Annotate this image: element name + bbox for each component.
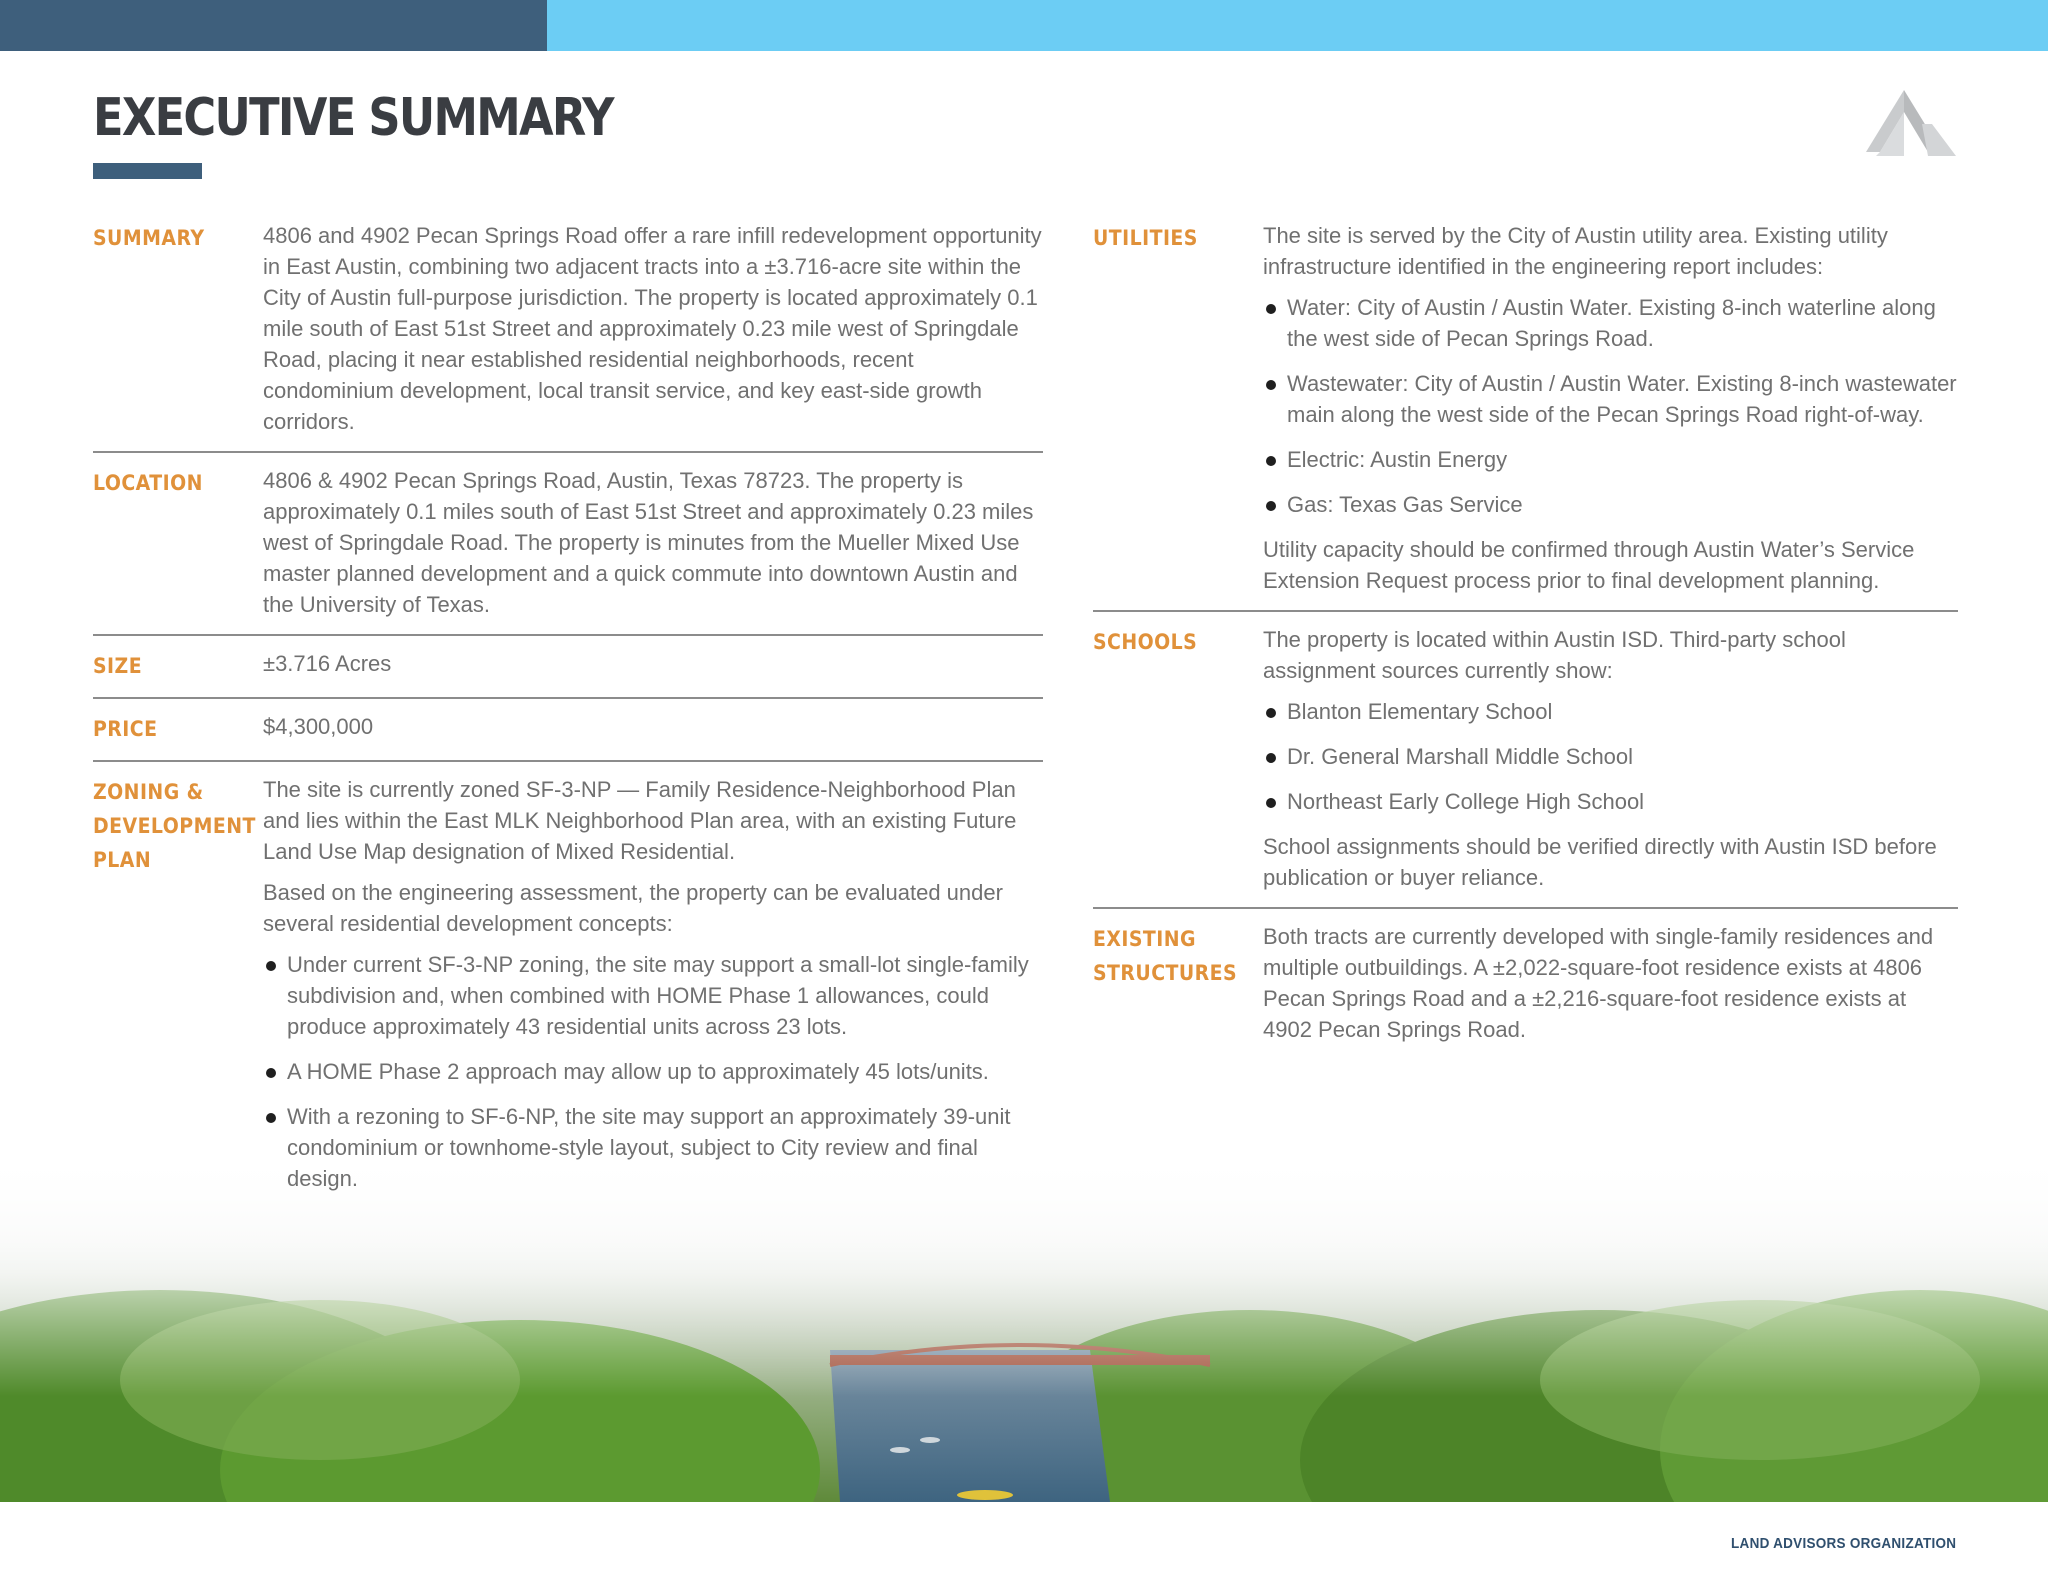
left-column <box>93 208 1043 1222</box>
list-item: A HOME Phase 2 approach may allow up to approximately 45 lots/units. <box>263 1056 1043 1087</box>
title-underline <box>93 163 202 179</box>
label-line: ZONING & <box>93 780 204 804</box>
section-content <box>263 774 1043 1208</box>
paragraph: The property is located within Austin ISD. Third-party school assignment sources currently show: <box>1263 627 1846 683</box>
paragraph: The site is served by the City of Austin utility area. Existing utility infrastructure identified in the engineering report includes: <box>1263 223 1888 279</box>
bullet-icon <box>266 961 276 971</box>
page-title: EXECUTIVE SUMMARY <box>93 88 613 148</box>
bullet-icon <box>266 1068 276 1078</box>
list-item: Under current SF-3-NP zoning, the site may support a small-lot single-family subdivision and, when combined with HOME Phase 1 allowances, could produce approximately 43 residential units across 23 lots. <box>263 949 1043 1042</box>
paragraph: Both tracts are currently developed with single-family residences and multiple outbuildings. A ±2,022-square-foot residence exists at 4806 Pecan Springs Road and a ±2,216-square-foot residence exists at 4902 Pecan Springs Road. <box>1263 924 1934 1042</box>
section-summary <box>93 208 1043 453</box>
bullet-icon <box>1266 798 1276 808</box>
section-content <box>263 465 1043 620</box>
section-content <box>263 711 1043 746</box>
list-item: Electric: Austin Energy <box>1263 444 1958 475</box>
paragraph: Utility capacity should be confirmed through Austin Water’s Service Extension Request process prior to final development planning. <box>1263 537 1915 593</box>
section-schools <box>1093 612 1958 909</box>
label-line: PLAN <box>93 848 152 872</box>
list-item: Blanton Elementary School <box>1263 696 1958 727</box>
bullet-list <box>1263 696 1958 817</box>
bullet-icon <box>1266 456 1276 466</box>
list-item: Northeast Early College High School <box>1263 786 1958 817</box>
bullet-icon <box>266 1113 276 1123</box>
paragraph: School assignments should be verified directly with Austin ISD before publication or buyer reliance. <box>1263 834 1937 890</box>
company-logo-icon <box>1866 90 1956 156</box>
bullet-list <box>263 949 1043 1194</box>
paragraph: ±3.716 Acres <box>263 651 392 676</box>
list-item: Water: City of Austin / Austin Water. Existing 8-inch waterline along the west side of Pecan Springs Road. <box>1263 292 1958 354</box>
section-content <box>263 220 1043 437</box>
bullet-list <box>1263 292 1958 520</box>
section-price <box>93 699 1043 762</box>
section-label: UTILITIES <box>1093 226 1198 250</box>
section-existing-structures <box>1093 909 1958 1059</box>
paragraph: The site is currently zoned SF-3-NP — Family Residence-Neighborhood Plan and lies within the East MLK Neighborhood Plan area, with an existing Future Land Use Map designation of Mixed Residential. <box>263 777 1017 864</box>
bullet-icon <box>1266 501 1276 511</box>
section-content <box>1263 624 1958 893</box>
section-label: PRICE <box>93 717 158 741</box>
right-column <box>1093 208 1958 1059</box>
header-bar-light <box>547 0 2048 51</box>
label-line: DEVELOPMENT <box>93 814 256 838</box>
section-zoning <box>93 762 1043 1222</box>
paragraph: $4,300,000 <box>263 714 374 739</box>
bullet-icon <box>1266 304 1276 314</box>
bullet-icon <box>1266 753 1276 763</box>
section-label: SIZE <box>93 654 143 678</box>
list-item: With a rezoning to SF-6-NP, the site may support an approximately 39-unit condominium or townhome-style layout, subject to City review and final design. <box>263 1101 1043 1194</box>
section-content <box>263 648 1043 683</box>
bullet-icon <box>1266 380 1276 390</box>
label-line: STRUCTURES <box>1093 961 1238 985</box>
section-content <box>1263 220 1958 596</box>
bullet-icon <box>1266 708 1276 718</box>
section-label <box>93 774 256 1208</box>
list-item: Dr. General Marshall Middle School <box>1263 741 1958 772</box>
section-label: SUMMARY <box>93 226 205 250</box>
section-size <box>93 636 1043 699</box>
section-location <box>93 453 1043 636</box>
list-item: Gas: Texas Gas Service <box>1263 489 1958 520</box>
paragraph: 4806 and 4902 Pecan Springs Road offer a rare infill redevelopment opportunity in East Austin, combining two adjacent tracts into a ±3.716-acre site within the City of Austin full-purpose jurisdiction. The property is located approximately 0.1 mile south of East 51st Street and approximately 0.23 mile west of Springdale Road, placing it near established residential neighborhoods, recent condominium development, local transit service, and key east-side growth corridors. <box>263 223 1042 434</box>
section-content <box>1263 921 1958 1045</box>
list-item: Wastewater: City of Austin / Austin Water. Existing 8-inch wastewater main along the west side of the Pecan Springs Road right-of-way. <box>1263 368 1958 430</box>
section-utilities <box>1093 208 1958 612</box>
paragraph: 4806 & 4902 Pecan Springs Road, Austin, Texas 78723. The property is approximately 0.1 miles south of East 51st Street and approximately 0.23 miles west of Springdale Road. The property is minutes from the Mueller Mixed Use master planned development and a quick commute into downtown Austin and the University of Texas. <box>263 468 1034 617</box>
footer-brand: LAND ADVISORS ORGANIZATION <box>1730 1535 1956 1552</box>
header-bar-dark <box>0 0 547 51</box>
section-label <box>1093 921 1246 1045</box>
paragraph: Based on the engineering assessment, the property can be evaluated under several residential development concepts: <box>263 880 1003 936</box>
label-line: EXISTING <box>1093 927 1196 951</box>
section-label: LOCATION <box>93 471 203 495</box>
section-label: SCHOOLS <box>1093 630 1198 654</box>
